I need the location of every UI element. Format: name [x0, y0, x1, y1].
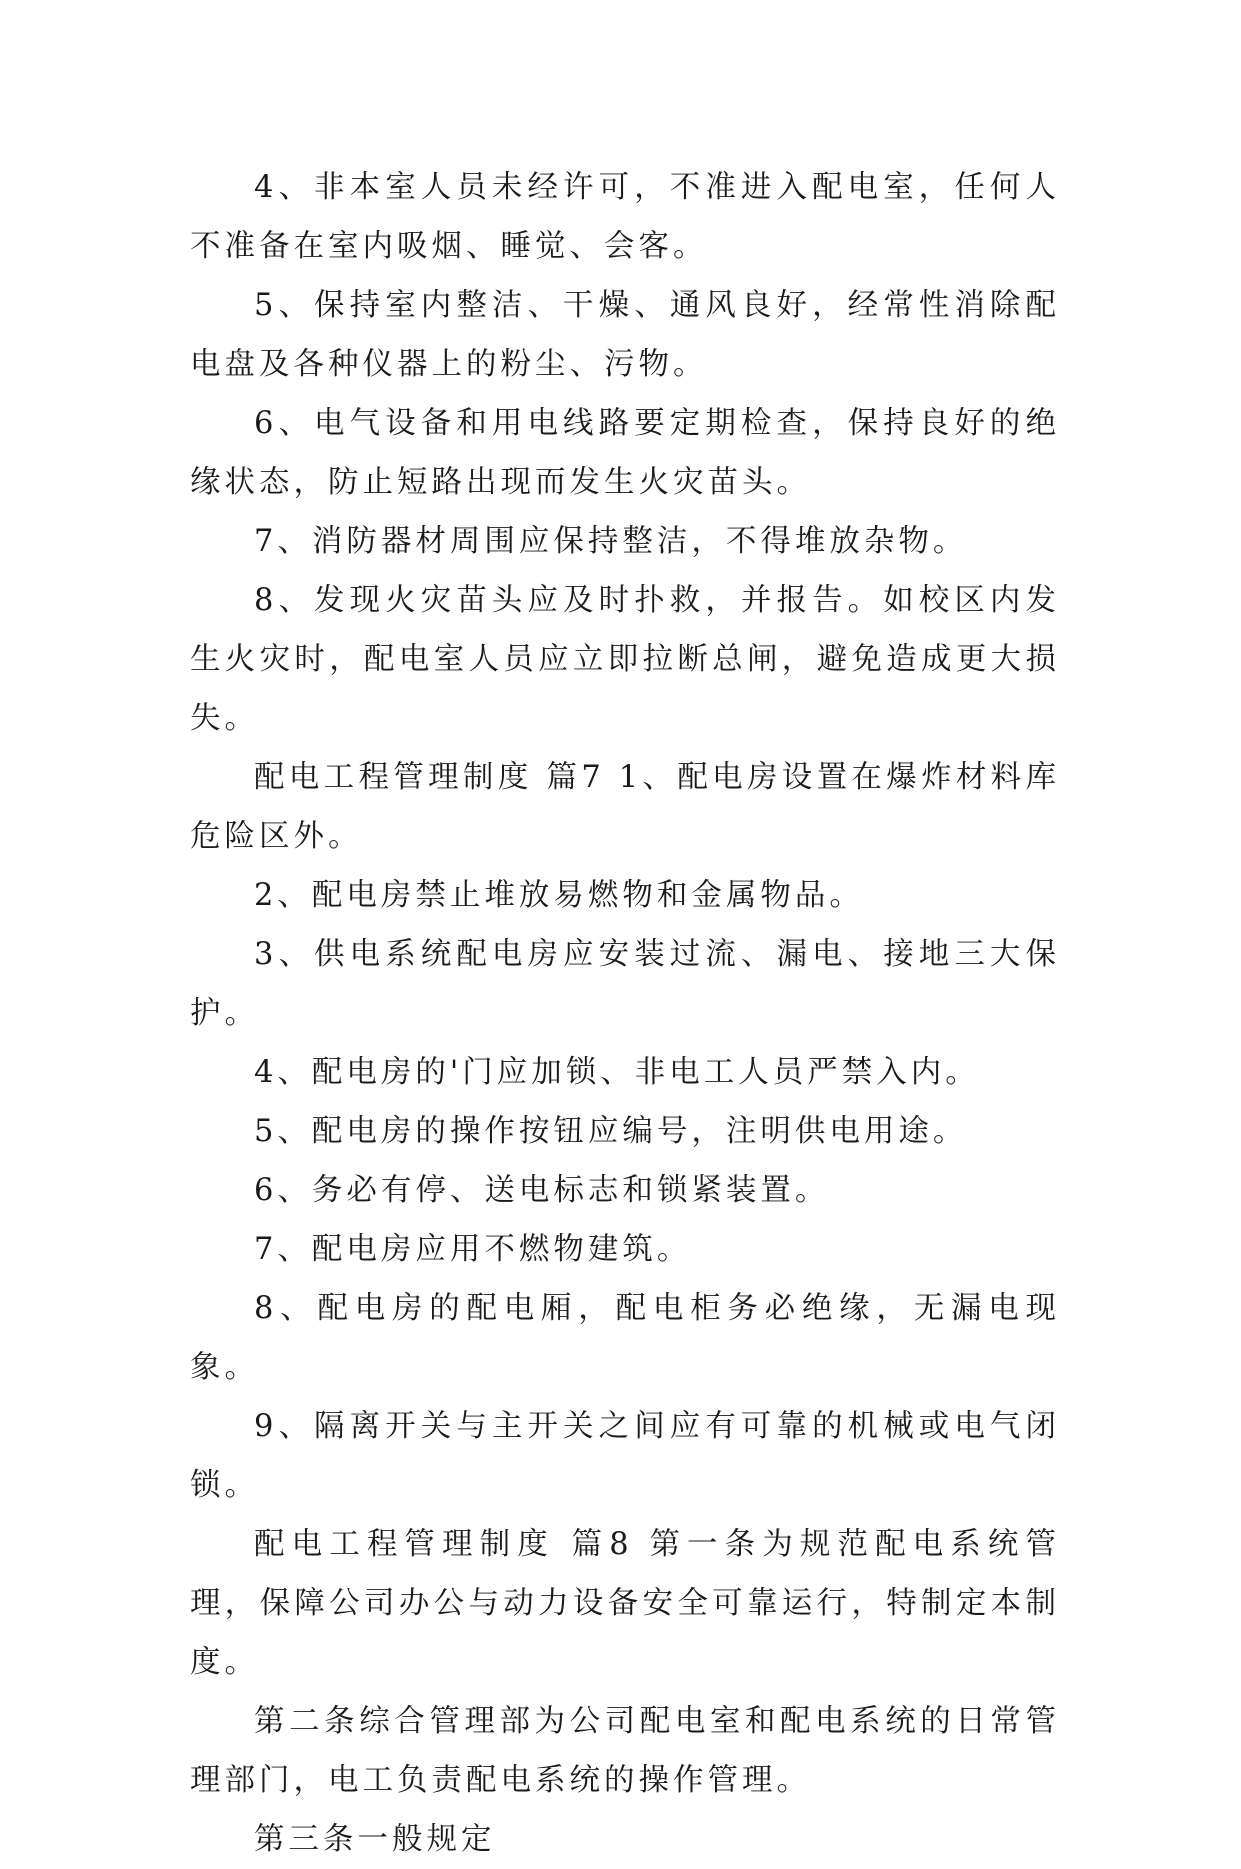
paragraph-section-7-rule-2: 2、配电房禁止堆放易燃物和金属物品。: [254, 878, 864, 913]
document-body: [190, 158, 1060, 1869]
paragraph-section-7-rule-7: 7、配电房应用不燃物建筑。: [254, 1232, 692, 1267]
paragraph-rule-7-fire-equipment: 7、消防器材周围应保持整洁，不得堆放杂物。: [254, 524, 968, 559]
paragraph-rule-8-fire-response: 8、发现火灾苗头应及时扑救，并报告。如校区内发生火灾时，配电室人员应立即拉断总闸，避免造成更大损失。: [190, 583, 1060, 736]
paragraph-rule-4-access: 4、非本室人员未经许可，不准进入配电室，任何人不准备在室内吸烟、睡觉、会客。: [190, 170, 1060, 264]
paragraph-section-7-rule-8: 8、配电房的配电厢，配电柜务必绝缘，无漏电现象。: [190, 1291, 1060, 1385]
paragraph-rule-5-cleanliness: 5、保持室内整洁、干燥、通风良好，经常性消除配电盘及各种仪器上的粉尘、污物。: [190, 288, 1060, 382]
paragraph-rule-6-inspection: 6、电气设备和用电线路要定期检查，保持良好的绝缘状态，防止短路出现而发生火灾苗头。: [190, 406, 1060, 500]
paragraph-section-8-article-2: 第二条综合管理部为公司配电室和配电系统的日常管理部门，电工负责配电系统的操作管理。: [190, 1704, 1060, 1798]
paragraph-section-7-rule-1: 配电工程管理制度 篇7 1、配电房设置在爆炸材料库危险区外。: [190, 760, 1060, 854]
paragraph-section-7-rule-5: 5、配电房的操作按钮应编号，注明供电用途。: [254, 1114, 968, 1149]
paragraph-section-8-article-3: 第三条一般规定: [254, 1822, 496, 1857]
paragraph-section-8-article-1: 配电工程管理制度 篇8 第一条为规范配电系统管理，保障公司办公与动力设备安全可靠运行，特制定本制度。: [190, 1527, 1060, 1680]
paragraph-section-7-rule-6: 6、务必有停、送电标志和锁紧装置。: [254, 1173, 830, 1208]
paragraph-section-7-rule-9: 9、隔离开关与主开关之间应有可靠的机械或电气闭锁。: [190, 1409, 1060, 1503]
paragraph-section-7-rule-3: 3、供电系统配电房应安装过流、漏电、接地三大保护。: [190, 937, 1060, 1031]
paragraph-section-7-rule-4: 4、配电房的'门应加锁、非电工人员严禁入内。: [254, 1055, 980, 1090]
